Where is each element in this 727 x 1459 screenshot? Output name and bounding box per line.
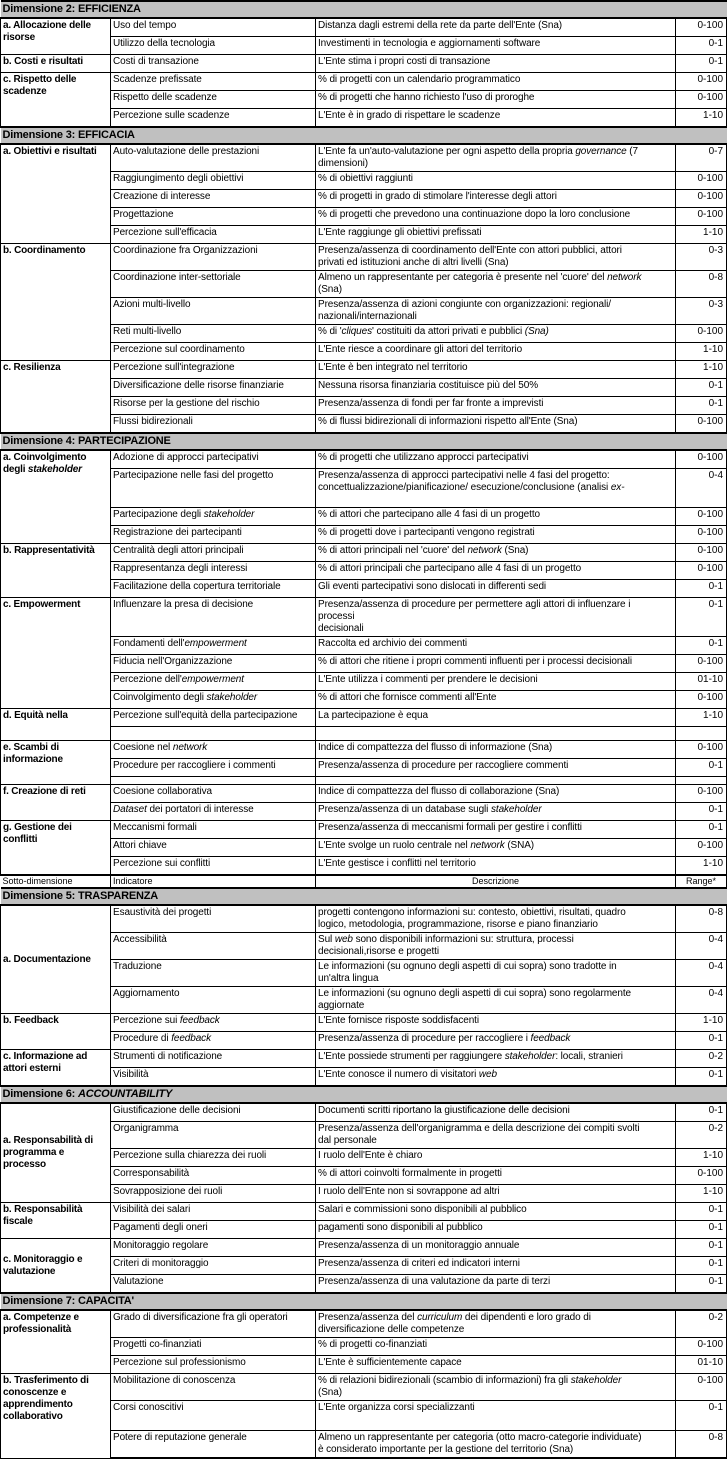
range-cell: 1-10	[676, 109, 727, 128]
indicator-cell: Procedure di feedback	[111, 1032, 316, 1050]
range-cell: 0-4	[676, 987, 727, 1014]
range-cell: 0-1	[676, 803, 727, 821]
table-row	[1, 785, 727, 803]
description-cell: Gli eventi partecipativi sono dislocati in differenti sedi	[316, 580, 676, 598]
indicator-cell: Visibilità	[111, 1068, 316, 1087]
subdimension-cell: c. Resilienza	[1, 361, 111, 434]
range-cell	[676, 777, 727, 785]
range-cell: 0-1	[676, 637, 727, 655]
range-cell: 0-3	[676, 298, 727, 325]
indicator-cell: Dataset dei portatori di interesse	[111, 803, 316, 821]
indicator-cell: Rappresentanza degli interessi	[111, 562, 316, 580]
description-cell: progetti contengono informazioni su: contesto, obiettivi, risultati, quadro logico, metodologia, programmazione, risorse e piano finanziario	[316, 905, 676, 933]
range-cell: 0-100	[676, 73, 727, 91]
table-row	[1, 821, 727, 839]
description-cell: Presenza/assenza di meccanismi formali per gestire i conflitti	[316, 821, 676, 839]
indicator-cell: Criteri di monitoraggio	[111, 1257, 316, 1275]
range-cell: 0-1	[676, 759, 727, 777]
indicator-cell: Percezione sull'integrazione	[111, 361, 316, 379]
range-cell: 1-10	[676, 361, 727, 379]
description-cell: Presenza/assenza di azioni congiunte con organizzazioni: regionali/ nazionali/internazionali	[316, 298, 676, 325]
description-cell: pagamenti sono disponibili al pubblico	[316, 1221, 676, 1239]
indicator-cell: Percezione sui conflitti	[111, 857, 316, 876]
description-cell: % di attori che ritiene i propri commenti influenti per i processi decisionali	[316, 655, 676, 673]
table-row	[1, 1050, 727, 1068]
range-cell	[676, 727, 727, 741]
indicator-cell: Percezione sul professionismo	[111, 1356, 316, 1374]
indicator-cell: Meccanismi formali	[111, 821, 316, 839]
indicator-cell: Fondamenti dell'empowerment	[111, 637, 316, 655]
range-cell: 0-1	[676, 55, 727, 73]
indicator-cell: Aggiornamento	[111, 987, 316, 1014]
range-cell: 0-100	[676, 785, 727, 803]
range-cell: 0-4	[676, 469, 727, 508]
range-cell: 0-100	[676, 415, 727, 434]
subdimension-cell: g. Gestione dei conflitti	[1, 821, 111, 876]
description-cell: Salari e commissioni sono disponibili al pubblico	[316, 1203, 676, 1221]
description-cell: Indice di compattezza del flusso di informazione (Sna)	[316, 741, 676, 759]
range-cell: 0-1	[676, 1257, 727, 1275]
description-cell: Le informazioni (su ognuno degli aspetti di cui sopra) sono regolarmente aggiornate	[316, 987, 676, 1014]
range-cell: 0-100	[676, 508, 727, 526]
range-cell: 0-100	[676, 1338, 727, 1356]
table-row	[1, 244, 727, 271]
column-header: Indicatore	[111, 875, 316, 888]
description-cell: Presenza/assenza del curriculum dei dipendenti e loro grado di diversificazione delle competenze	[316, 1310, 676, 1338]
description-cell: % di attori che fornisce commenti all'Ente	[316, 691, 676, 709]
column-header: Descrizione	[316, 875, 676, 888]
range-cell: 0-8	[676, 1431, 727, 1459]
indicator-cell: Organigramma	[111, 1122, 316, 1149]
range-cell: 0-1	[676, 1239, 727, 1257]
description-cell: % di progetti con un calendario programmatico	[316, 73, 676, 91]
range-cell: 0-8	[676, 905, 727, 933]
section-title: Dimensione 2: EFFICIENZA	[1, 1, 727, 18]
indicator-cell: Auto-valutazione delle prestazioni	[111, 144, 316, 172]
indicator-cell: Partecipazione nelle fasi del progetto	[111, 469, 316, 508]
indicator-cell	[111, 777, 316, 785]
column-header-row	[1, 875, 727, 888]
description-cell	[316, 777, 676, 785]
indicator-cell: Monitoraggio regolare	[111, 1239, 316, 1257]
section-title: Dimensione 7: CAPACITA'	[1, 1293, 727, 1310]
indicator-cell: Registrazione dei partecipanti	[111, 526, 316, 544]
description-cell: Presenza/assenza di fondi per far fronte a imprevisti	[316, 397, 676, 415]
indicator-cell: Giustificazione delle decisioni	[111, 1103, 316, 1122]
description-cell: % di progetti co-finanziati	[316, 1338, 676, 1356]
table-row	[1, 55, 727, 73]
section-title: Dimensione 5: TRASPARENZA	[1, 888, 727, 905]
description-cell: Almeno un rappresentante per categoria (otto macro-categorie individuate) è considerato importante per la gestione del territorio (Sna)	[316, 1431, 676, 1459]
description-cell: % di attori principali nel 'cuore' del network (Sna)	[316, 544, 676, 562]
description-cell: Presenza/assenza di coordinamento dell'Ente con attori pubblici, attori privati ed istituzioni anche di altri livelli (Sna)	[316, 244, 676, 271]
subdimension-cell: c. Empowerment	[1, 598, 111, 709]
indicator-cell: Accessibilità	[111, 933, 316, 960]
description-cell: Presenza/assenza dell'organigramma e della descrizione dei compiti svolti dal personale	[316, 1122, 676, 1149]
indicator-cell: Uso del tempo	[111, 18, 316, 37]
range-cell: 0-100	[676, 18, 727, 37]
indicator-cell: Fiducia nell'Organizzazione	[111, 655, 316, 673]
description-cell: L'Ente utilizza i commenti per prendere le decisioni	[316, 673, 676, 691]
indicator-cell: Percezione sulla chiarezza dei ruoli	[111, 1149, 316, 1167]
description-cell: Indice di compattezza del flusso di collaborazione (Sna)	[316, 785, 676, 803]
indicator-cell: Valutazione	[111, 1275, 316, 1294]
indicator-cell: Percezione sul coordinamento	[111, 343, 316, 361]
indicator-cell: Partecipazione degli stakeholder	[111, 508, 316, 526]
table-row	[1, 144, 727, 172]
subdimension-cell: b. Costi e risultati	[1, 55, 111, 73]
range-cell: 0-1	[676, 1401, 727, 1431]
indicator-cell: Facilitazione della copertura territoriale	[111, 580, 316, 598]
table-row	[1, 361, 727, 379]
indicator-cell: Coesione collaborativa	[111, 785, 316, 803]
description-cell: L'Ente organizza corsi specializzanti	[316, 1401, 676, 1431]
table-row	[1, 598, 727, 637]
subdimension-cell: a. Documentazione	[1, 905, 111, 1014]
indicator-cell: Percezione sull'efficacia	[111, 226, 316, 244]
section-title: Dimensione 3: EFFICACIA	[1, 127, 727, 144]
table-row	[1, 450, 727, 469]
subdimension-cell: b. Coordinamento	[1, 244, 111, 361]
description-cell: L'Ente conosce il numero di visitatori web	[316, 1068, 676, 1087]
table-row	[1, 1374, 727, 1401]
indicator-cell: Mobilitazione di conoscenza	[111, 1374, 316, 1401]
table-row	[1, 1014, 727, 1032]
table-row	[1, 905, 727, 933]
range-cell: 01-10	[676, 1356, 727, 1374]
section-header	[1, 1086, 727, 1103]
table-row	[1, 1310, 727, 1338]
description-cell: Raccolta ed archivio dei commenti	[316, 637, 676, 655]
range-cell: 0-100	[676, 655, 727, 673]
description-cell: L'Ente fornisce risposte soddisfacenti	[316, 1014, 676, 1032]
indicator-cell: Centralità degli attori principali	[111, 544, 316, 562]
table-row	[1, 18, 727, 37]
range-cell: 0-1	[676, 1203, 727, 1221]
indicator-cell: Azioni multi-livello	[111, 298, 316, 325]
description-cell: Sul web sono disponibili informazioni su: struttura, processi decisionali,risorse e progetti	[316, 933, 676, 960]
indicator-cell: Corresponsabilità	[111, 1167, 316, 1185]
range-cell: 0-100	[676, 741, 727, 759]
description-cell: Almeno un rappresentante per categoria è presente nel 'cuore' del network (Sna)	[316, 271, 676, 298]
description-cell: % di progetti che hanno richiesto l'uso di proroghe	[316, 91, 676, 109]
indicator-cell: Percezione dell'empowerment	[111, 673, 316, 691]
subdimension-cell: e. Scambi di informazione	[1, 741, 111, 785]
subdimension-cell: b. Rappresentatività	[1, 544, 111, 598]
range-cell: 0-1	[676, 37, 727, 55]
subdimension-cell: a. Obiettivi e risultati	[1, 144, 111, 244]
indicator-cell: Percezione sui feedback	[111, 1014, 316, 1032]
indicator-cell: Grado di diversificazione fra gli operatori	[111, 1310, 316, 1338]
range-cell: 0-1	[676, 397, 727, 415]
indicator-cell: Potere di reputazione generale	[111, 1431, 316, 1459]
range-cell: 0-100	[676, 325, 727, 343]
indicator-cell: Corsi conoscitivi	[111, 1401, 316, 1431]
range-cell: 1-10	[676, 343, 727, 361]
indicator-cell: Diversificazione delle risorse finanziarie	[111, 379, 316, 397]
table-row	[1, 73, 727, 91]
table-row	[1, 544, 727, 562]
subdimension-cell: f. Creazione di reti	[1, 785, 111, 821]
section-header	[1, 433, 727, 450]
description-cell: L'Ente fa un'auto-valutazione per ogni aspetto della propria governance (7 dimensioni)	[316, 144, 676, 172]
table-row	[1, 709, 727, 727]
range-cell: 0-1	[676, 1068, 727, 1087]
range-cell: 0-3	[676, 244, 727, 271]
table-row	[1, 741, 727, 759]
subdimension-cell: d. Equità nella	[1, 709, 111, 741]
indicator-cell: Flussi bidirezionali	[111, 415, 316, 434]
description-cell: Presenza/assenza di procedure per raccogliere i feedback	[316, 1032, 676, 1050]
range-cell: 0-100	[676, 450, 727, 469]
subdimension-cell: b. Trasferimento di conoscenze e apprendimento collaborativo	[1, 1374, 111, 1459]
description-cell: Investimenti in tecnologia e aggiornamenti software	[316, 37, 676, 55]
section-header	[1, 127, 727, 144]
range-cell: 0-100	[676, 691, 727, 709]
range-cell: 0-4	[676, 960, 727, 987]
description-cell: L'Ente è ben integrato nel territorio	[316, 361, 676, 379]
description-cell: Presenza/assenza di approcci partecipativi nelle 4 fasi del progetto: concettualizzazione/pianificazione/ esecuzione/conclusione (analisi ex-	[316, 469, 676, 508]
indicator-cell: Coesione nel network	[111, 741, 316, 759]
description-cell: % di progetti che prevedono una continuazione dopo la loro conclusione	[316, 208, 676, 226]
description-cell: % di relazioni bidirezionali (scambio di informazioni) fra gli stakeholder (Sna)	[316, 1374, 676, 1401]
indicator-cell: Visibilità dei salari	[111, 1203, 316, 1221]
range-cell: 0-2	[676, 1050, 727, 1068]
indicator-cell: Percezione sull'equità della partecipazione	[111, 709, 316, 727]
range-cell: 0-7	[676, 144, 727, 172]
description-cell: L'Ente è sufficientemente capace	[316, 1356, 676, 1374]
range-cell: 0-100	[676, 526, 727, 544]
section-header	[1, 888, 727, 905]
description-cell: Documenti scritti riportano la giustificazione delle decisioni	[316, 1103, 676, 1122]
indicator-cell: Coinvolgimento degli stakeholder	[111, 691, 316, 709]
range-cell: 0-1	[676, 598, 727, 637]
description-cell: I ruolo dell'Ente non si sovrappone ad altri	[316, 1185, 676, 1203]
indicator-cell: Sovrapposizione dei ruoli	[111, 1185, 316, 1203]
description-cell: % di progetti in grado di stimolare l'interesse degli attori	[316, 190, 676, 208]
indicator-cell: Pagamenti degli oneri	[111, 1221, 316, 1239]
range-cell: 0-1	[676, 580, 727, 598]
description-cell: L'Ente è in grado di rispettare le scadenze	[316, 109, 676, 128]
indicator-cell: Reti multi-livello	[111, 325, 316, 343]
description-cell: % di obiettivi raggiunti	[316, 172, 676, 190]
description-cell: Presenza/assenza di procedure per permettere agli attori di influenzare i processi decisionali	[316, 598, 676, 637]
indicator-cell: Progettazione	[111, 208, 316, 226]
description-cell: % di 'cliques' costituiti da attori privati e pubblici (Sna)	[316, 325, 676, 343]
description-cell: Presenza/assenza di un monitoraggio annuale	[316, 1239, 676, 1257]
range-cell: 0-100	[676, 208, 727, 226]
description-cell: Distanza dagli estremi della rete da parte dell'Ente (Sna)	[316, 18, 676, 37]
description-cell: L'Ente riesce a coordinare gli attori del territorio	[316, 343, 676, 361]
description-cell: % di progetti dove i partecipanti vengono registrati	[316, 526, 676, 544]
indicator-cell: Traduzione	[111, 960, 316, 987]
range-cell: 1-10	[676, 1185, 727, 1203]
description-cell: L'Ente gestisce i conflitti nel territorio	[316, 857, 676, 876]
range-cell: 0-1	[676, 1221, 727, 1239]
range-cell: 01-10	[676, 673, 727, 691]
indicator-cell: Procedure per raccogliere i commenti	[111, 759, 316, 777]
section-title: Dimensione 6: ACCOUNTABILITY	[1, 1086, 727, 1103]
subdimension-cell: b. Feedback	[1, 1014, 111, 1050]
subdimension-cell: c. Informazione ad attori esterni	[1, 1050, 111, 1087]
indicator-cell: Coordinazione fra Organizzazioni	[111, 244, 316, 271]
indicator-cell: Creazione di interesse	[111, 190, 316, 208]
range-cell: 0-100	[676, 91, 727, 109]
range-cell: 0-1	[676, 379, 727, 397]
description-cell: Nessuna risorsa finanziaria costituisce più del 50%	[316, 379, 676, 397]
table-row	[1, 1103, 727, 1122]
description-cell: % di attori che partecipano alle 4 fasi di un progetto	[316, 508, 676, 526]
column-header: Sotto-dimensione	[1, 875, 111, 888]
description-cell: L'Ente raggiunge gli obiettivi prefissati	[316, 226, 676, 244]
range-cell: 1-10	[676, 709, 727, 727]
subdimension-cell: a. Responsabilità di programma e processo	[1, 1103, 111, 1203]
subdimension-cell: c. Rispetto delle scadenze	[1, 73, 111, 128]
indicator-cell: Esaustività dei progetti	[111, 905, 316, 933]
section-header	[1, 1293, 727, 1310]
indicator-cell: Adozione di approcci partecipativi	[111, 450, 316, 469]
indicator-cell: Coordinazione inter-settoriale	[111, 271, 316, 298]
description-cell: Presenza/assenza di un database sugli stakeholder	[316, 803, 676, 821]
description-cell: L'Ente stima i propri costi di transazione	[316, 55, 676, 73]
subdimension-cell: a. Competenze e professionalità	[1, 1310, 111, 1374]
indicator-cell: Strumenti di notificazione	[111, 1050, 316, 1068]
indicator-cell: Percezione sulle scadenze	[111, 109, 316, 128]
indicator-cell: Costi di transazione	[111, 55, 316, 73]
subdimension-cell: c. Monitoraggio e valutazione	[1, 1239, 111, 1294]
description-cell: Le informazioni (su ognuno degli aspetti di cui sopra) sono tradotte in un'altra lingua	[316, 960, 676, 987]
indicator-cell: Rispetto delle scadenze	[111, 91, 316, 109]
section-title: Dimensione 4: PARTECIPAZIONE	[1, 433, 727, 450]
description-cell: Presenza/assenza di una valutazione da parte di terzi	[316, 1275, 676, 1294]
description-cell: Presenza/assenza di criteri ed indicatori interni	[316, 1257, 676, 1275]
description-cell: % di attori principali che partecipano alle 4 fasi di un progetto	[316, 562, 676, 580]
range-cell: 0-2	[676, 1122, 727, 1149]
range-cell: 0-100	[676, 1374, 727, 1401]
range-cell: 0-100	[676, 544, 727, 562]
description-cell: % di flussi bidirezionali di informazioni rispetto all'Ente (Sna)	[316, 415, 676, 434]
description-cell: % di attori coinvolti formalmente in progetti	[316, 1167, 676, 1185]
indicator-cell	[111, 727, 316, 741]
indicator-cell: Scadenze prefissate	[111, 73, 316, 91]
description-cell: L'Ente svolge un ruolo centrale nel network (SNA)	[316, 839, 676, 857]
indicator-cell: Risorse per la gestione del rischio	[111, 397, 316, 415]
description-cell: L'Ente possiede strumenti per raggiungere stakeholder: locali, stranieri	[316, 1050, 676, 1068]
range-cell: 1-10	[676, 226, 727, 244]
range-cell: 0-100	[676, 190, 727, 208]
table-row	[1, 1203, 727, 1221]
range-cell: 0-100	[676, 172, 727, 190]
range-cell: 0-8	[676, 271, 727, 298]
description-cell: % di progetti che utilizzano approcci partecipativi	[316, 450, 676, 469]
description-cell	[316, 727, 676, 741]
section-header	[1, 1, 727, 18]
range-cell: 0-1	[676, 1103, 727, 1122]
range-cell: 1-10	[676, 857, 727, 876]
subdimension-cell: a. Allocazione delle risorse	[1, 18, 111, 55]
range-cell: 0-1	[676, 1032, 727, 1050]
range-cell: 1-10	[676, 1014, 727, 1032]
range-cell: 0-100	[676, 562, 727, 580]
indicator-cell: Utilizzo della tecnologia	[111, 37, 316, 55]
subdimension-cell: b. Responsabilità fiscale	[1, 1203, 111, 1239]
range-cell: 0-1	[676, 1275, 727, 1294]
column-header: Range*	[676, 875, 727, 888]
description-cell: Presenza/assenza di procedure per raccogliere commenti	[316, 759, 676, 777]
description-cell: La partecipazione è equa	[316, 709, 676, 727]
table-row	[1, 1239, 727, 1257]
description-cell: I ruolo dell'Ente è chiaro	[316, 1149, 676, 1167]
range-cell: 0-4	[676, 933, 727, 960]
subdimension-cell: a. Coinvolgimento degli stakeholder	[1, 450, 111, 544]
indicator-cell: Raggiungimento degli obiettivi	[111, 172, 316, 190]
indicator-cell: Attori chiave	[111, 839, 316, 857]
range-cell: 0-100	[676, 839, 727, 857]
range-cell: 0-100	[676, 1167, 727, 1185]
indicator-cell: Progetti co-finanziati	[111, 1338, 316, 1356]
range-cell: 0-1	[676, 821, 727, 839]
range-cell: 0-2	[676, 1310, 727, 1338]
range-cell: 1-10	[676, 1149, 727, 1167]
indicator-cell: Influenzare la presa di decisione	[111, 598, 316, 637]
